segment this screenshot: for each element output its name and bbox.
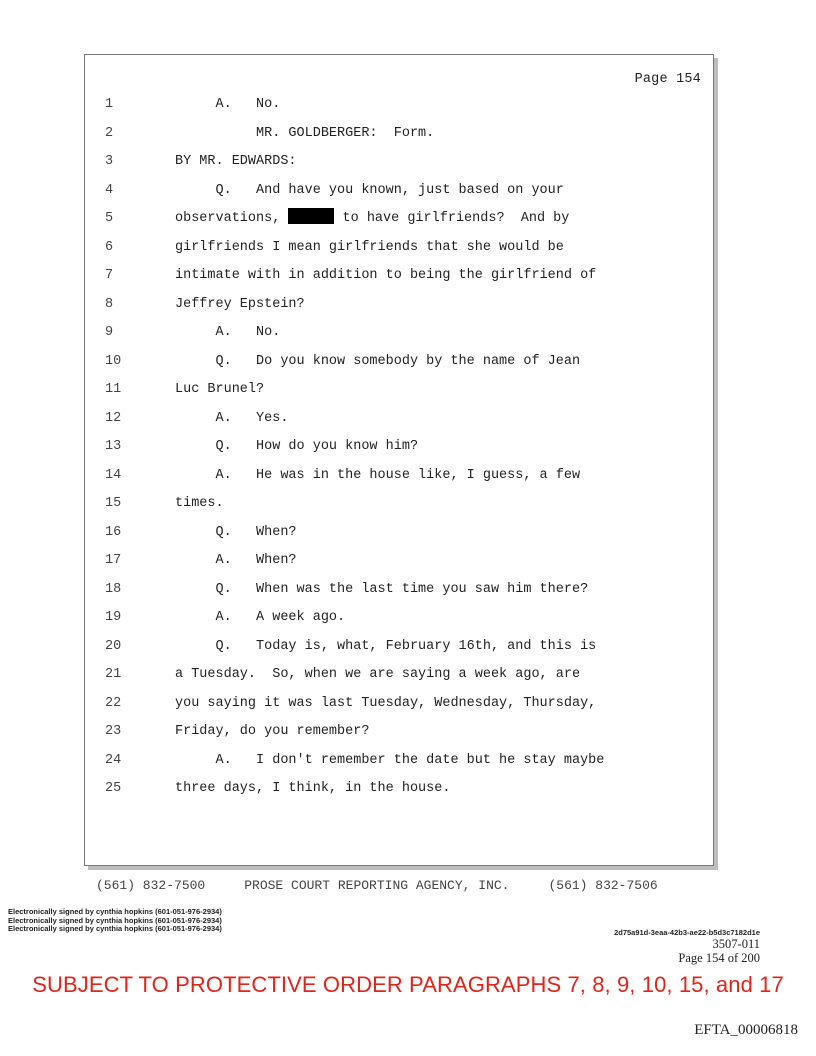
bates-number: EFTA_00006818 [694, 1022, 798, 1038]
line-text-segment: times. [175, 496, 224, 511]
line-text-segment: Luc Brunel? [175, 382, 265, 397]
protective-order-notice: SUBJECT TO PROTECTIVE ORDER PARAGRAPHS 7, 8, 9, 10, 15, and 17 [32, 972, 784, 997]
line-text [175, 376, 264, 405]
transcript-line [85, 576, 713, 605]
line-number: 21 [105, 667, 122, 682]
line-text [175, 747, 604, 776]
transcript-line [85, 148, 713, 177]
line-number: 4 [105, 182, 114, 198]
line-text-segment: A. He was in the house like, I guess, a few [175, 467, 581, 483]
transcript-lines [85, 91, 713, 804]
transcript-line [85, 547, 713, 576]
line-number: 25 [105, 781, 122, 796]
line-number: 10 [105, 353, 122, 369]
line-number: 12 [105, 410, 122, 426]
transcript-line [85, 205, 713, 234]
transcript-line [85, 177, 713, 206]
page-of-total: Page 154 of 200 [678, 950, 760, 965]
transcript-line [85, 775, 713, 804]
line-text-segment: Q. How do you know him? [175, 439, 419, 454]
line-text-segment: A. No. [175, 97, 281, 112]
exhibit-number: 3507-011 [712, 937, 760, 951]
line-number: 7 [105, 268, 114, 283]
transcript-line [85, 120, 713, 149]
line-text-segment: intimate with in addition to being the girlfriend of [175, 268, 597, 283]
line-text [175, 604, 345, 633]
line-text-segment: a Tuesday. So, when we are saying a week ago, are [175, 667, 581, 682]
transcript-line [85, 91, 713, 120]
line-number: 22 [105, 695, 122, 711]
transcript-line [85, 490, 713, 519]
line-text [175, 718, 369, 747]
line-text-segment: BY MR. EDWARDS: [175, 154, 297, 169]
line-text [175, 519, 297, 548]
line-number: 15 [105, 496, 122, 511]
line-text-segment: Jeffrey Epstein? [175, 296, 305, 312]
transcript-page-frame [84, 54, 714, 866]
page-number-label: Page 154 [634, 72, 701, 87]
line-text-segment: Q. Do you know somebody by the name of Jean [175, 353, 581, 369]
line-number: 6 [105, 239, 114, 255]
line-number: 9 [105, 325, 114, 340]
line-text-segment: A. A week ago. [175, 610, 346, 625]
line-text-segment: Q. When? [175, 524, 297, 540]
line-number: 3 [105, 154, 114, 169]
line-text-segment: Q. And have you known, just based on your [175, 182, 564, 198]
transcript-line [85, 690, 713, 719]
transcript-line [85, 747, 713, 776]
line-text [175, 319, 280, 348]
line-text [175, 348, 580, 377]
transcript-line [85, 519, 713, 548]
line-number: 5 [105, 211, 114, 226]
transcript-line [85, 718, 713, 747]
line-text-segment: you saying it was last Tuesday, Wednesday, Thursday, [175, 695, 597, 711]
line-number: 17 [105, 553, 122, 568]
line-number: 8 [105, 296, 114, 312]
signature-line: Electronically signed by cynthia hopkins (601-051-976-2934) [8, 924, 222, 933]
line-text-segment: observations, [175, 211, 289, 226]
line-text [175, 690, 596, 719]
transcript-line [85, 633, 713, 662]
transcript-line [85, 262, 713, 291]
line-text [175, 462, 580, 491]
transcript-line [85, 661, 713, 690]
line-number: 13 [105, 439, 122, 454]
line-number: 20 [105, 638, 122, 654]
line-text [175, 177, 564, 206]
line-text-segment: Q. When was the last time you saw him there? [175, 581, 589, 597]
transcript-line [85, 462, 713, 491]
line-text-segment: to have girlfriends? And by [334, 211, 570, 226]
line-text [175, 148, 297, 177]
transcript-line [85, 604, 713, 633]
line-text [175, 205, 569, 234]
line-number: 24 [105, 752, 122, 768]
line-text [175, 547, 297, 576]
court-reporter-footer: (561) 832-7500 PROSE COURT REPORTING AGENCY, INC. (561) 832-7506 [96, 878, 658, 893]
line-number: 18 [105, 581, 122, 597]
line-text-segment: A. I don't remember the date but he stay maybe [175, 752, 605, 768]
line-text [175, 405, 288, 434]
transcript-line [85, 376, 713, 405]
document-hash: 2d75a91d-3eaa-42b3-ae22-b5d3c7182d1e [614, 928, 760, 937]
line-text [175, 576, 588, 605]
line-number: 19 [105, 610, 122, 625]
line-text [175, 234, 564, 263]
line-text [175, 661, 580, 690]
line-number: 2 [105, 125, 114, 141]
line-text-segment: A. When? [175, 553, 297, 568]
line-number: 16 [105, 524, 122, 540]
line-text [175, 775, 450, 804]
line-text-segment: MR. GOLDBERGER: Form. [175, 125, 435, 141]
signature-line: Electronically signed by cynthia hopkins (601-051-976-2934) [8, 907, 222, 916]
line-text [175, 91, 280, 120]
line-number: 23 [105, 724, 122, 739]
transcript-line [85, 405, 713, 434]
line-text [175, 490, 224, 519]
line-text-segment: A. No. [175, 325, 281, 340]
line-text-segment: three days, I think, in the house. [175, 781, 451, 796]
line-text [175, 433, 418, 462]
transcript-line [85, 348, 713, 377]
line-text [175, 291, 305, 320]
line-text-segment: girlfriends I mean girlfriends that she would be [175, 239, 564, 255]
exhibit-info [678, 938, 760, 965]
line-text [175, 633, 596, 662]
line-text-segment: A. Yes. [175, 410, 289, 426]
line-number: 11 [105, 382, 122, 397]
line-number: 14 [105, 467, 122, 483]
transcript-line [85, 291, 713, 320]
signature-line: Electronically signed by cynthia hopkins (601-051-976-2934) [8, 915, 222, 925]
transcript-line [85, 234, 713, 263]
line-text [175, 262, 596, 291]
line-text [175, 120, 434, 149]
transcript-line [85, 319, 713, 348]
line-number: 1 [105, 97, 114, 112]
redaction-block [288, 208, 334, 224]
line-text-segment: Q. Today is, what, February 16th, and this is [175, 638, 597, 654]
line-text-segment: Friday, do you remember? [175, 724, 370, 739]
transcript-line [85, 433, 713, 462]
